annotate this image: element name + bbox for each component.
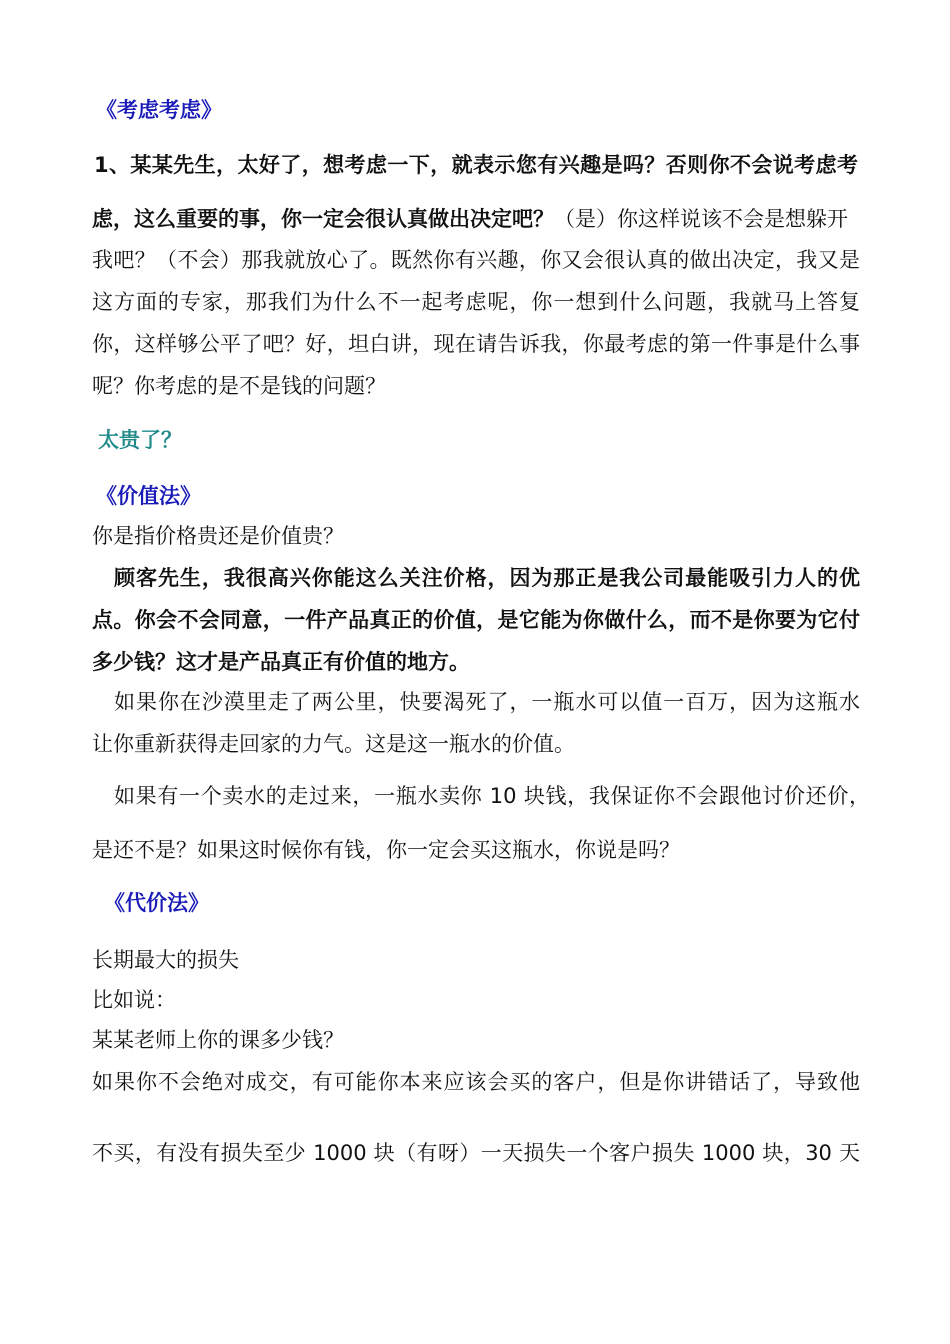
bold-paragraph-line: 顾客先生，我很高兴你能这么关注价格，因为那正是我公司最能吸引力人的优 [114,566,860,590]
paragraph-line: 是还不是？如果这时候你有钱，你一定会买这瓶水，你说是吗？ [92,838,680,862]
bold-paragraph-line: 点。你会不会同意，一件产品真正的价值，是它能为你做什么，而不是你要为它付 [92,608,860,632]
paragraph-line: 比如说： [92,988,176,1012]
paragraph-line: 如果你在沙漠里走了两公里，快要渴死了，一瓶水可以值一百万，因为这瓶水 [114,690,860,714]
heading-too-expensive: 太贵了？ [98,428,182,452]
heading-cost-method: 《代价法》 [104,891,209,915]
paragraph-normal-segment: （是）你这样说该不会是想躲开 [554,207,848,231]
paragraph-line: 某某老师上你的课多少钱？ [92,1028,344,1052]
heading-consider: 《考虑考虑》 [96,98,222,122]
question-line: 你是指价格贵还是价值贵？ [92,524,344,548]
paragraph-line: 长期最大的损失 [92,948,239,972]
bold-paragraph-line: 多少钱？这才是产品真正有价值的地方。 [92,650,470,674]
paragraph-line: 呢？你考虑的是不是钱的问题？ [92,374,386,398]
paragraph-line: 如果你不会绝对成交，有可能你本来应该会买的客户，但是你讲错话了，导致他 [92,1070,860,1094]
paragraph-bold-segment: 虑，这么重要的事，你一定会很认真做出决定吧？ [92,207,554,231]
heading-value-method: 《价值法》 [96,484,201,508]
paragraph-line: 1、某某先生，太好了，想考虑一下，就表示您有兴趣是吗？否则你不会说考虑考 [94,153,858,177]
paragraph-line: 我吧？（不会）那我就放心了。既然你有兴趣，你又会很认真的做出决定，我又是 [92,248,860,272]
paragraph-line-mixed [92,204,860,234]
paragraph-line: 如果有一个卖水的走过来，一瓶水卖你 10 块钱，我保证你不会跟他讨价还价， [114,784,870,808]
paragraph-line: 不买，有没有损失至少 1000 块（有呀）一天损失一个客户损失 1000 块，30 天 [92,1141,860,1165]
paragraph-line: 你，这样够公平了吧？好，坦白讲，现在请告诉我，你最考虑的第一件事是什么事 [92,332,860,356]
paragraph-line: 这方面的专家，那我们为什么不一起考虑呢，你一想到什么问题，我就马上答复 [92,290,860,314]
paragraph-line: 让你重新获得走回家的力气。这是这一瓶水的价值。 [92,732,575,756]
